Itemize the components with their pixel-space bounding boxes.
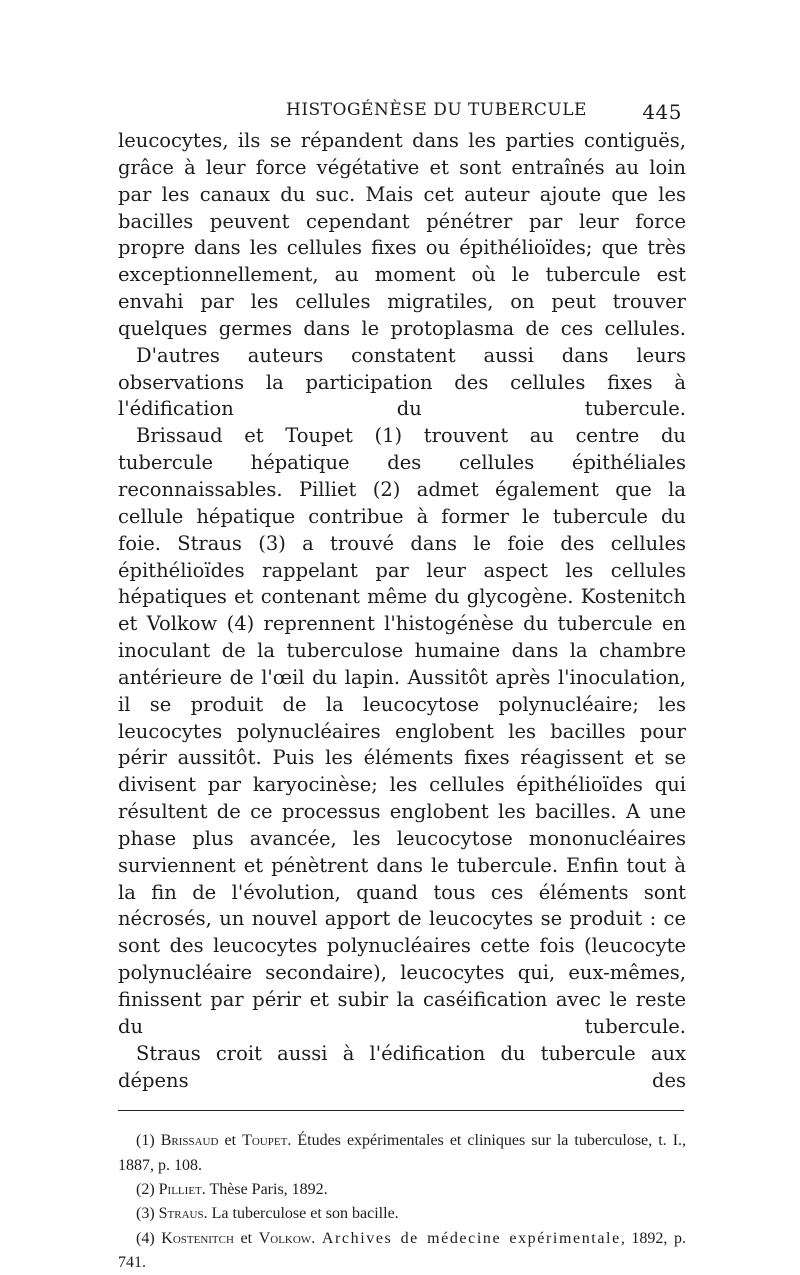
footnote-journal: Archives de médecine expérimentale	[321, 1229, 621, 1247]
footnote-text: . Thèse Paris, 1892.	[201, 1180, 328, 1198]
footnote-author: Kostenitch	[161, 1229, 234, 1247]
body-text	[118, 128, 686, 1094]
paragraph-1: leucocytes, ils se répandent dans les parties contiguës, grâce à leur force végétative et sont entraînés au loin par les canaux du suc. Mais cet auteur ajoute que les bacilles peuvent cependant pénétrer par leur force propre dans les cellules fixes ou épithélioïdes; que très exceptionnellement, au moment où le tubercule est envahi par les cellules migratiles, on peut trouver quelques germes dans le protoplasma de ces cellules.	[118, 129, 686, 340]
footnote-2	[118, 1178, 686, 1202]
footnote-author: Volkow	[258, 1229, 312, 1247]
paragraph-2: D'autres auteurs constatent aussi dans leurs observations la participation des cellules fixes à l'édification du tubercule.	[118, 343, 686, 421]
footnote-author: Brissaud	[160, 1132, 219, 1150]
footnote-marker: (3)	[136, 1205, 155, 1223]
footnotes	[118, 1129, 686, 1275]
footnote-3	[118, 1202, 686, 1226]
paragraph-4: Straus croit aussi à l'édification du tubercule aux dépens des	[118, 1041, 686, 1092]
footnote-author: Pilliet	[158, 1180, 202, 1198]
running-header	[118, 98, 686, 128]
footnote-divider	[118, 1110, 684, 1111]
footnote-4	[118, 1227, 686, 1275]
paragraph-3: Brissaud et Toupet (1) trouvent au centre du tubercule hépatique des cellules épithéliales reconnaissables. Pilliet (2) admet également que la cellule hépatique contribue à former le tubercule du foie. Straus (3) a trouvé dans le foie des cellules épithélioïdes rappelant par leur aspect les cellules hépatiques et contenant même du glycogène. Kostenitch et Volkow (4) reprennent l'histogénèse du tubercule en inoculant de la tuberculose humaine dans la chambre antérieure de l'œil du lapin. Aussitôt après l'inoculation, il se produit de la leucocytose polynucléaire; les leucocytes polynucléaires englobent les bacilles pour périr aussitôt. Puis les éléments fixes réagissent et se divisent par karyocinèse; les cellules épithélioïdes qui résultent de ce processus englobent les bacilles. A une phase plus avancée, les leucocytose mononucléaires surviennent et pénètrent dans le tubercule. Enfin tout à la fin de l'évolution, quand tous ces éléments sont nécrosés, un nouvel apport de leucocytes se produit : ce sont des leucocytes polynucléaires cette fois (leucocyte polynucléaire secondaire), leucocytes qui, eux-mêmes, finissent par périr et subir la caséification avec le reste du tubercule.	[118, 424, 686, 1038]
footnote-conjunction: et	[233, 1229, 259, 1247]
running-title: HISTOGÉNÈSE DU TUBERCULE	[286, 100, 587, 120]
footnote-1	[118, 1129, 686, 1178]
footnote-text: . Études expérimentales et cliniques sur la tuberculose, t. I., 1887, p. 108.	[118, 1132, 687, 1174]
footnote-author: Toupet	[242, 1132, 288, 1150]
footnote-conjunction: et	[218, 1132, 243, 1150]
footnote-marker: (4)	[136, 1229, 155, 1247]
page-number: 445	[642, 100, 682, 124]
footnote-text: . La tuberculose et son bacille.	[203, 1205, 399, 1223]
footnote-marker: (1)	[136, 1132, 155, 1150]
footnote-text: , 1892, p. 741.	[118, 1229, 687, 1271]
footnote-marker: (2)	[136, 1180, 155, 1198]
book-page	[118, 98, 686, 1275]
footnote-text: .	[311, 1229, 322, 1247]
footnote-author: Straus	[158, 1205, 204, 1223]
